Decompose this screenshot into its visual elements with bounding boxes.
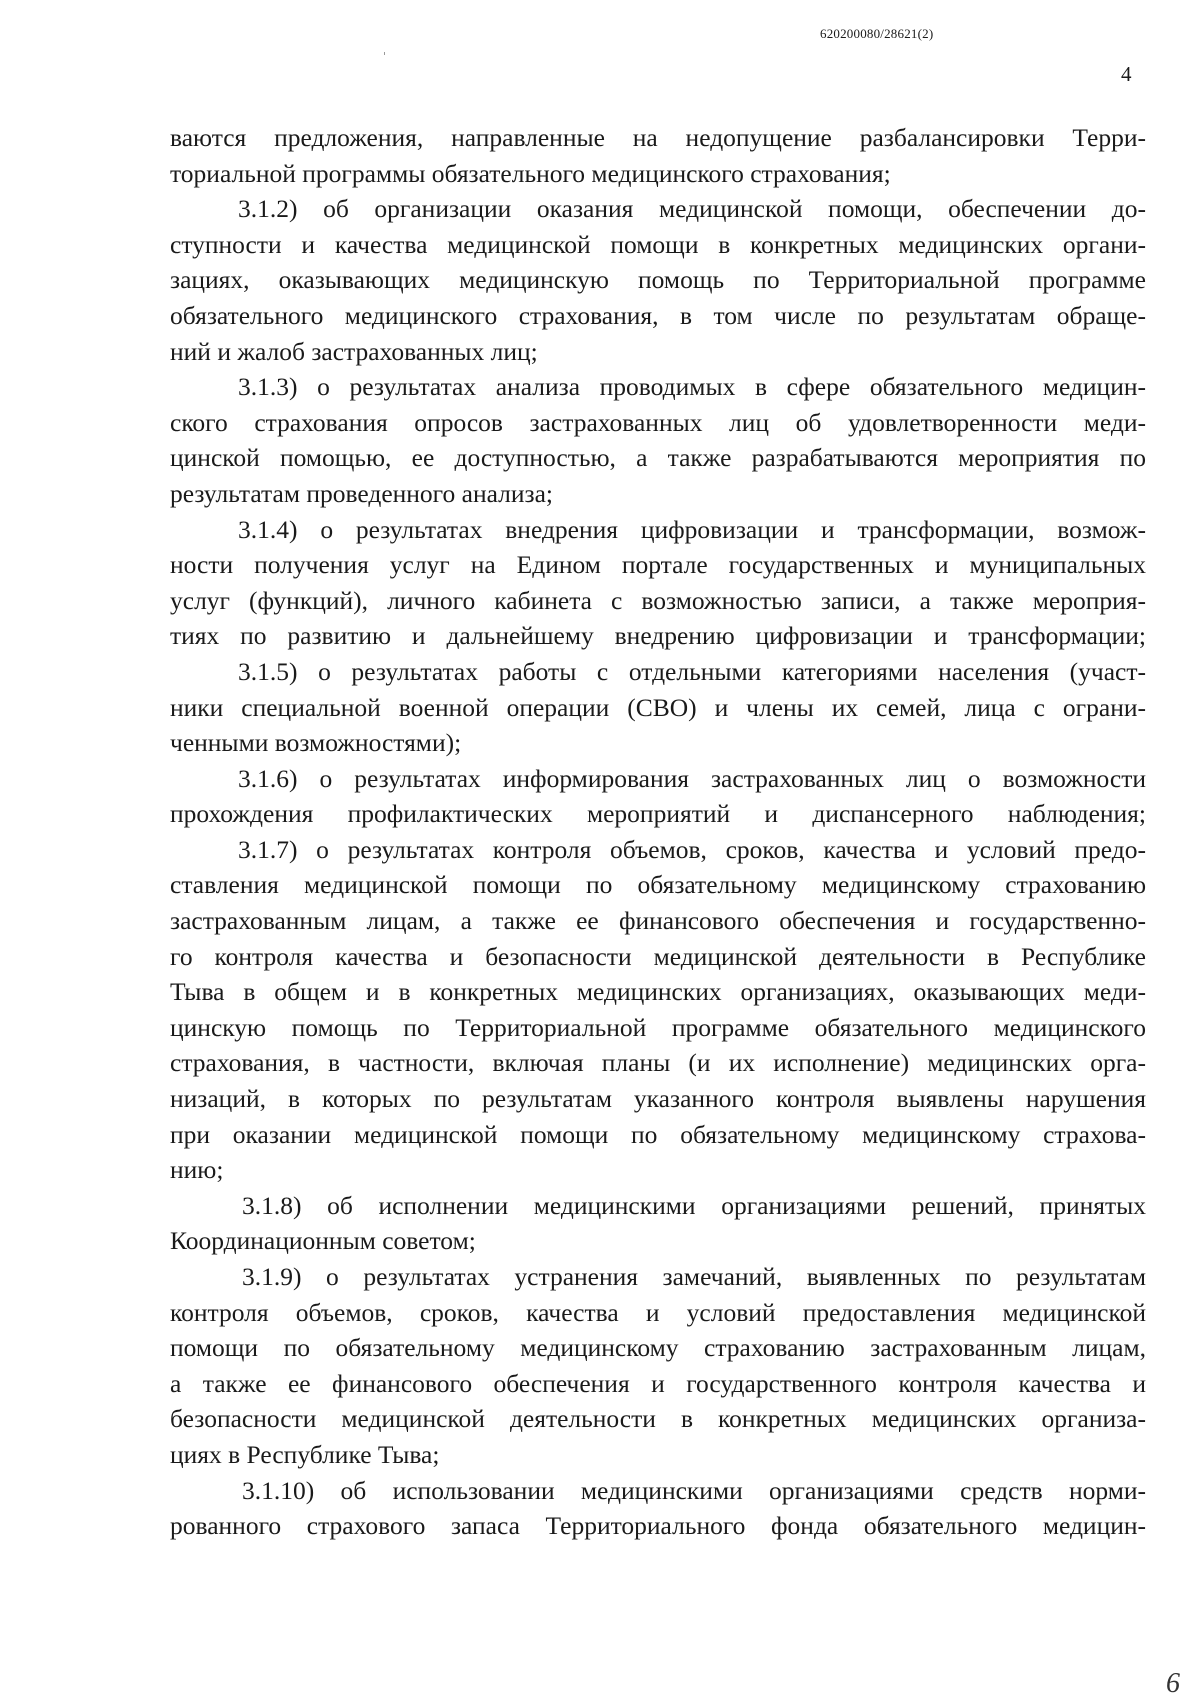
text-line: 3.1.8) об исполнении медицинскими организациями решений, принятых (242, 1190, 1146, 1220)
text-line: ториальной программы обязательного медицинского страхования; (170, 158, 891, 188)
text-line: 3.1.5) о результатах работы с отдельными категориями населения (участ- (238, 656, 1146, 686)
text-line: тиях по развитию и дальнейшему внедрению цифровизации и трансформации; (170, 621, 1146, 651)
text-line: 3.1.10) об использовании медицинскими организациями средств норми- (242, 1475, 1146, 1505)
text-line: контроля объемов, сроков, качества и условий предоставления медицинской (170, 1297, 1146, 1327)
text-line: ники специальной военной операции (СВО) и члены их семей, лица с ограни- (170, 692, 1146, 722)
text-line: 3.1.2) об организации оказания медицинской помощи, обеспечении до- (238, 194, 1146, 224)
text-line: страхования, в частности, включая планы (и их исполнение) медицинских орга- (170, 1048, 1146, 1078)
handwritten-mark: 6 (1166, 1668, 1180, 1699)
text-line: низаций, в которых по результатам указанного контроля выявлены нарушения (170, 1084, 1146, 1114)
text-line: прохождения профилактических мероприятий и диспансерного наблюдения; (170, 799, 1146, 829)
text-line: безопасности медицинской деятельности в конкретных медицинских организа- (170, 1404, 1146, 1434)
text-line: 3.1.4) о результатах внедрения цифровизации и трансформации, возмож- (238, 514, 1146, 544)
text-line: услуг (функций), личного кабинета с возможностью записи, а также мероприя- (170, 585, 1146, 615)
text-line: ставления медицинской помощи по обязательному медицинскому страхованию (170, 870, 1146, 900)
text-line: цинской помощью, ее доступностью, а также разрабатываются мероприятия по (170, 443, 1146, 473)
text-line: циях в Республике Тыва; (170, 1439, 440, 1469)
text-line: 3.1.6) о результатах информирования застрахованных лиц о возможности (238, 763, 1146, 793)
document-body (170, 120, 1146, 1544)
text-line: ваются предложения, направленные на недопущение разбалансировки Терри- (170, 123, 1146, 152)
text-line: ступности и качества медицинской помощи в конкретных медицинских органи- (170, 229, 1146, 259)
text-line: зациях, оказывающих медицинскую помощь по Территориальной программе (170, 265, 1146, 295)
page-number: 4 (1121, 62, 1132, 86)
text-line: а также ее финансового обеспечения и государственного контроля качества и (170, 1368, 1146, 1398)
text-line: ности получения услуг на Едином портале государственных и муниципальных (170, 550, 1146, 580)
text-line: 3.1.3) о результатах анализа проводимых в сфере обязательного медицин- (238, 372, 1146, 402)
text-line: 3.1.9) о результатах устранения замечаний, выявленных по результатам (242, 1262, 1146, 1291)
text-line: 3.1.7) о результатах контроля объемов, сроков, качества и условий предо- (238, 834, 1146, 864)
text-line: ского страхования опросов застрахованных лиц об удовлетворенности меди- (170, 407, 1146, 437)
text-line: нию; (170, 1155, 224, 1185)
text-line: Тыва в общем и в конкретных медицинских организациях, оказывающих меди- (170, 977, 1146, 1007)
text-line: застрахованным лицам, а также ее финансового обеспечения и государственно- (170, 906, 1146, 936)
text-line: цинскую помощь по Территориальной программе обязательного медицинского (170, 1012, 1146, 1042)
scan-speck (384, 52, 385, 55)
text-line: при оказании медицинской помощи по обязательному медицинскому страхова- (170, 1119, 1146, 1149)
text-line: рованного страхового запаса Территориального фонда обязательного медицин- (170, 1511, 1146, 1541)
text-line: ченными возможностями); (170, 728, 462, 758)
text-line: помощи по обязательному медицинскому страхованию застрахованным лицам, (170, 1333, 1146, 1363)
text-line: Координационным советом; (170, 1226, 476, 1256)
text-line: обязательного медицинского страхования, в том числе по результатам обраще- (170, 300, 1146, 330)
document-id: 620200080/28621(2) (820, 26, 934, 41)
text-line: ний и жалоб застрахованных лиц; (170, 336, 538, 366)
text-line: го контроля качества и безопасности медицинской деятельности в Республике (170, 941, 1146, 971)
text-line: результатам проведенного анализа; (170, 478, 553, 508)
